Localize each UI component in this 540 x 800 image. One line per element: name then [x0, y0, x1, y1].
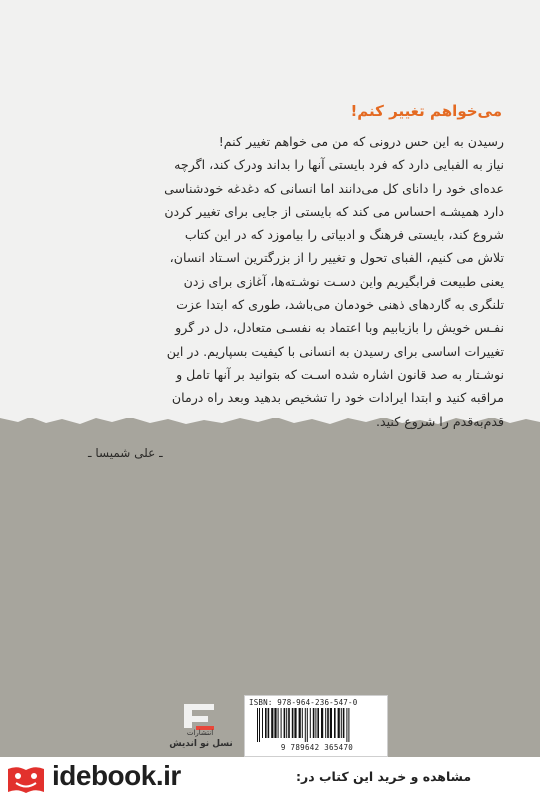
barcode-bar [302, 708, 303, 738]
barcode-bars [255, 708, 379, 742]
body-line: شروع کند، بایستی فرهنگ و ادبیاتی را بیاموزد که در این کتاب [184, 227, 504, 243]
barcode-label [244, 695, 388, 757]
barcode-bar [278, 708, 279, 738]
barcode-bar [310, 708, 311, 738]
barcode-bar [292, 708, 294, 738]
barcode-bar [259, 708, 260, 742]
barcode-bar [286, 708, 287, 738]
barcode-bar [341, 708, 342, 738]
body-line: نفـس خویش را بازیابیم وبا اعتماد به نفسـی متعادل، دل در گرو [175, 320, 504, 336]
author-signature: ـ علی شمیسا ـ [88, 446, 163, 460]
body-line: تغییرات اساسی برای رسیدن به انسانی با کیفیت بسپاریم. در این [166, 343, 504, 359]
barcode-bar [281, 708, 282, 738]
barcode-bar [321, 708, 323, 738]
barcode-bar [294, 708, 296, 738]
site-banner[interactable] [0, 757, 540, 800]
barcode-bar [334, 708, 336, 738]
barcode-bar [338, 708, 340, 738]
barcode-bar [317, 708, 319, 738]
body-line: نوشـتار به صد قانون اشاره شده اسـت که بتوانید بر آنها تامل و [176, 366, 504, 382]
barcode-bar [265, 708, 267, 738]
banner-caption: مشاهده و خرید این کتاب در: [296, 769, 472, 784]
body-line: تلنگری به گاردهای ذهنی خودمان می‌باشد، طوری که ابتدا عزت [176, 297, 504, 313]
barcode-bar [299, 708, 301, 738]
body-line: مراقبه کنید و ابتدا ایرادات خود را تشخیص بدهید وبعد راه درمان [171, 390, 504, 406]
body-paragraph [92, 130, 504, 433]
body-line: تلاش می کنیم، الفبای تحول و تغییر را از بزرگترین اسـتاد انسان، [169, 250, 504, 266]
barcode-bar [343, 708, 345, 738]
barcode-bar [325, 708, 326, 738]
barcode-bar [257, 708, 258, 742]
isbn-text: ISBN: 978-964-236-547-0 [249, 698, 358, 707]
body-line: نیاز به الفبایی دارد که فرد بایستی آنها را بداند ودرک کند، اگرچه [174, 157, 504, 173]
barcode-bar [348, 708, 349, 742]
barcode-bar [262, 708, 263, 738]
body-line: یعنی طبیعت فرابگیریم واین دسـت نوشـته‌ها، آغازی برای زدن [183, 273, 504, 289]
barcode-bar [330, 708, 332, 738]
barcode-bar [268, 708, 270, 738]
barcode-bar [346, 708, 347, 742]
open-book-icon [6, 761, 46, 795]
barcode-bar [284, 708, 286, 738]
barcode-bar [305, 708, 306, 742]
publisher-name: نسل نو اندیش [169, 739, 233, 749]
body-line: عده‌ای خود را دانای کل می‌دانند اما انسانی که دغدغه خودشناسی [164, 180, 504, 196]
barcode-bar [313, 708, 315, 738]
barcode-bar [315, 708, 316, 738]
page-heading: می‌خواهم تغییر کنم! [350, 102, 502, 120]
publisher-label: انتشارات [186, 729, 214, 737]
barcode-bar [271, 708, 273, 738]
barcode-bar [307, 708, 308, 742]
barcode-digits: 9 789642 365470 [280, 743, 354, 752]
body-line: دارد همیشـه احساس می کند که بایستی از جایی برای تغییر کردن [164, 203, 504, 219]
barcode-bar [288, 708, 290, 738]
barcode-bar [327, 708, 329, 738]
body-line: قدم‌به‌قدم را شروع کنید. [375, 413, 504, 429]
site-name[interactable]: idebook.ir [52, 760, 181, 791]
barcode-bar [274, 708, 276, 738]
body-line: رسیدن به این حس درونی که من می خواهم تغییر کنم! [218, 134, 504, 149]
